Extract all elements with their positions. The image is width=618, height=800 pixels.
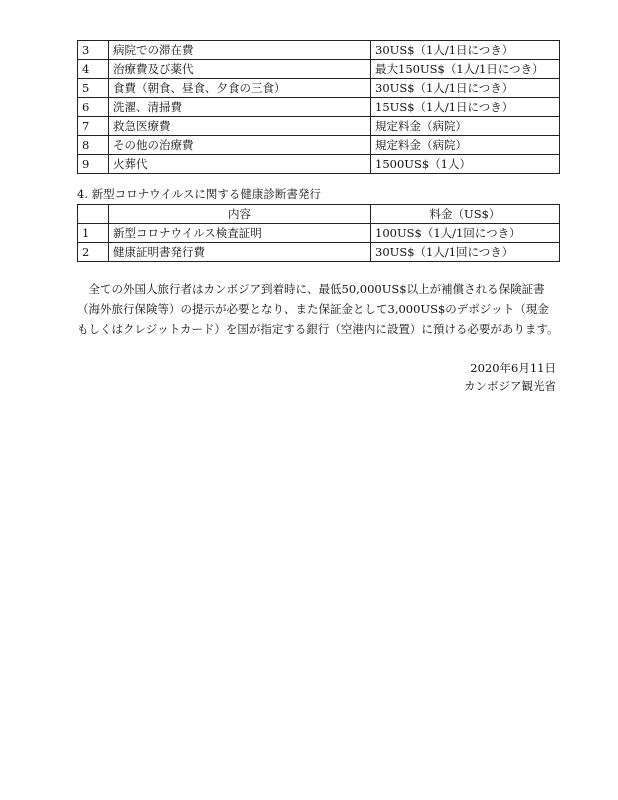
row-number: 7 (78, 117, 109, 136)
row-fee: 15US$（1人/1日につき） (371, 98, 560, 117)
table-row (78, 98, 560, 117)
issue-date: 2020年6月11日 (470, 361, 556, 375)
row-item: 病院での滞在費 (109, 41, 371, 60)
fee-table-certificate (77, 204, 560, 262)
signature-block (464, 359, 556, 395)
row-fee: 1500US$（1人） (371, 155, 560, 174)
row-number: 2 (78, 243, 109, 262)
table-row (78, 41, 560, 60)
row-number: 3 (78, 41, 109, 60)
fee-table-hospital (77, 40, 560, 174)
row-item: 食費（朝食、昼食、夕食の三食） (109, 79, 371, 98)
row-fee: 30US$（1人/1日につき） (371, 41, 560, 60)
row-item: 救急医療費 (109, 117, 371, 136)
row-fee: 最大150US$（1人/1日につき） (371, 60, 560, 79)
row-number: 8 (78, 136, 109, 155)
row-fee: 30US$（1人/1回につき） (371, 243, 560, 262)
row-number: 9 (78, 155, 109, 174)
row-item: その他の治療費 (109, 136, 371, 155)
row-item: 火葬代 (109, 155, 371, 174)
table-header-row (78, 205, 560, 224)
notice-paragraph: 全ての外国人旅行者はカンボジア到着時に、最低50,000US$以上が補償される保険証書（海外旅行保険等）の提示が必要となり、また保証金として3,000US$のデポジット（現金もしくはクレジットカード）を国が指定する銀行（空港内に設置）に預ける必要があります。 (77, 281, 559, 336)
header-content: 内容 (109, 205, 371, 224)
table-row (78, 60, 560, 79)
row-number: 1 (78, 224, 109, 243)
table-row (78, 117, 560, 136)
row-fee: 30US$（1人/1日につき） (371, 79, 560, 98)
header-number-cell (78, 205, 109, 224)
row-fee: 規定料金（病院） (371, 136, 560, 155)
table-row (78, 79, 560, 98)
issuing-organization: カンボジア観光省 (464, 379, 556, 393)
row-number: 4 (78, 60, 109, 79)
row-fee: 100US$（1人/1回につき） (371, 224, 560, 243)
table-row (78, 136, 560, 155)
row-number: 6 (78, 98, 109, 117)
row-item: 新型コロナウイルス検査証明 (109, 224, 371, 243)
header-fee: 料金（US$） (371, 205, 560, 224)
table-row (78, 224, 560, 243)
row-fee: 規定料金（病院） (371, 117, 560, 136)
row-item: 治療費及び薬代 (109, 60, 371, 79)
table-row (78, 243, 560, 262)
section-heading: 4. 新型コロナウイルスに関する健康診断書発行 (77, 187, 321, 201)
row-item: 健康証明書発行費 (109, 243, 371, 262)
table-row (78, 155, 560, 174)
row-item: 洗濯、清掃費 (109, 98, 371, 117)
row-number: 5 (78, 79, 109, 98)
